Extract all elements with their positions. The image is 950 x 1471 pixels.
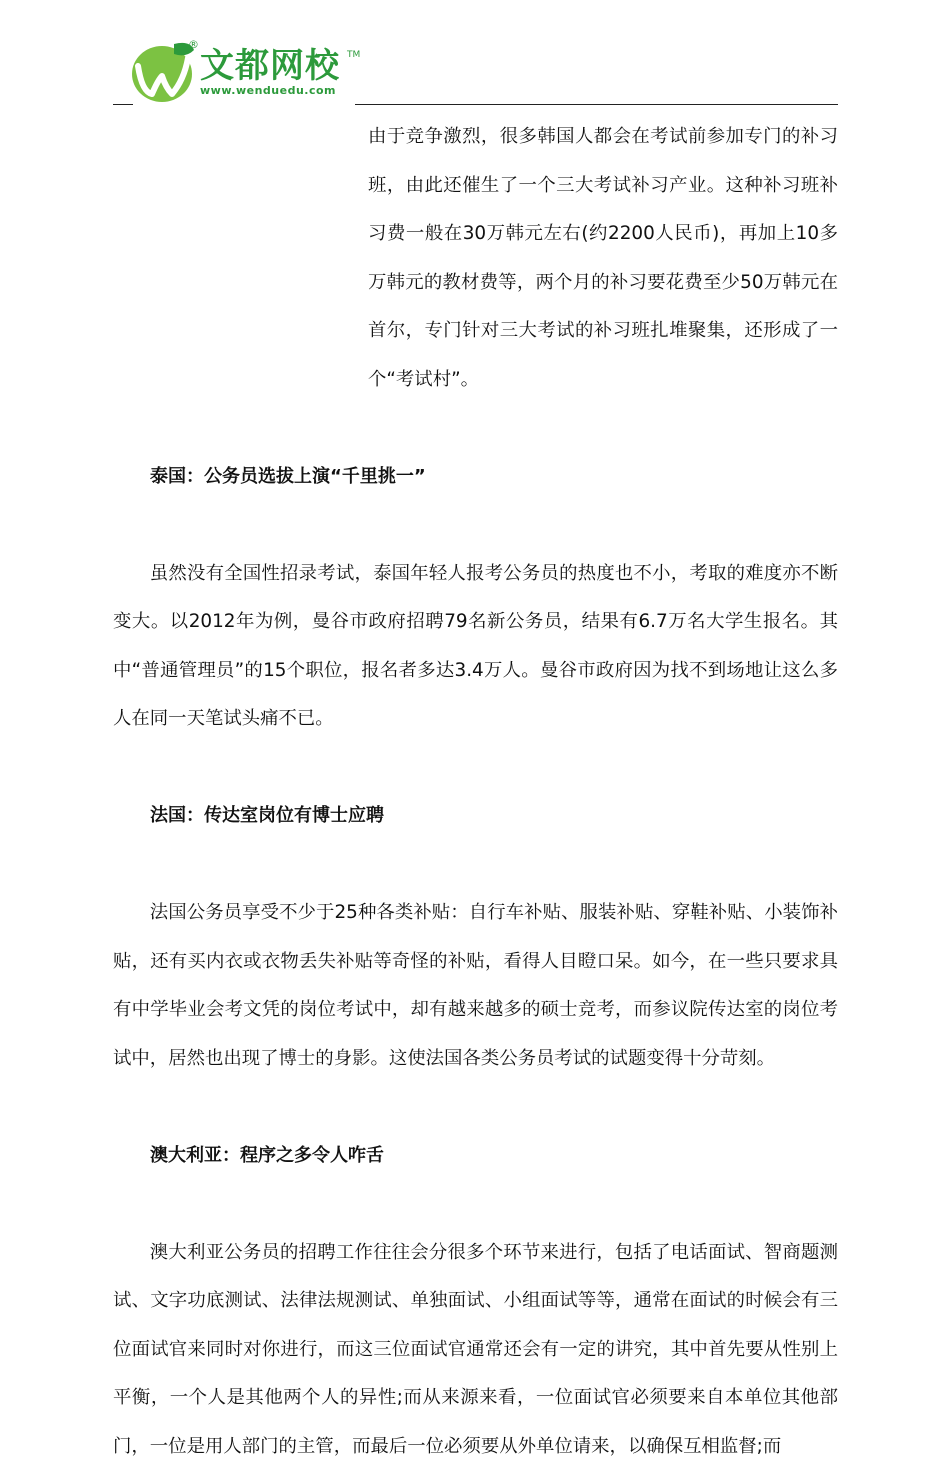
brand-url: www.wenduedu.com — [200, 84, 336, 97]
heading-france: 法国：传达室岗位有博士应聘 — [113, 792, 838, 841]
brand-name: 文都网校 — [200, 48, 340, 84]
header-rule-right — [355, 104, 838, 105]
paragraph-korea: 由于竞争激烈，很多韩国人都会在考试前参加专门的补习班，由此还催生了一个三大考试补习产业。这种补习班补习费一般在30万韩元左右(约2200人民币)，再加上10多万韩元的教材费等，两个月的补习要花费至少50万韩元在首尔，专门针对三大考试的补习班扎堆聚集，还形成了一个“考试村”。 — [113, 113, 838, 404]
heading-australia: 澳大利亚：程序之多令人咋舌 — [113, 1132, 838, 1181]
article-body — [113, 113, 838, 1471]
trademark-mark: TM — [347, 50, 360, 60]
heading-thailand: 泰国：公务员选拔上演“千里挑一” — [113, 453, 838, 502]
spacer — [113, 404, 838, 453]
wendu-logo[interactable] — [128, 36, 368, 106]
spacer — [113, 1083, 838, 1132]
spacer — [113, 744, 838, 793]
registered-mark: ® — [188, 38, 199, 51]
page-header — [0, 0, 950, 110]
spacer — [113, 501, 838, 550]
paragraph-france: 法国公务员享受不少于25种各类补贴：自行车补贴、服装补贴、穿鞋补贴、小装饰补贴，还有买内衣或衣物丢失补贴等奇怪的补贴，看得人目瞪口呆。如今，在一些只要求具有中学毕业会考文凭的岗位考试中，却有越来越多的硕士竞考，而参议院传达室的岗位考试中，居然也出现了博士的身影。这使法国各类公务员考试的试题变得十分苛刻。 — [113, 889, 838, 1083]
paragraph-thailand: 虽然没有全国性招录考试，泰国年轻人报考公务员的热度也不小，考取的难度亦不断变大。以2012年为例，曼谷市政府招聘79名新公务员，结果有6.7万名大学生报名。其中“普通管理员”的15个职位，报名者多达3.4万人。曼谷市政府因为找不到场地让这么多人在同一天笔试头痛不已。 — [113, 550, 838, 744]
header-rule-left — [113, 104, 133, 105]
spacer — [113, 841, 838, 890]
spacer — [113, 1180, 838, 1229]
paragraph-australia: 澳大利亚公务员的招聘工作往往会分很多个环节来进行，包括了电话面试、智商题测试、文字功底测试、法律法规测试、单独面试、小组面试等等，通常在面试的时候会有三位面试官来同时对你进行，而这三位面试官通常还会有一定的讲究，其中首先要从性别上平衡，一个人是其他两个人的异性;而从来源来看，一位面试官必须要来自本单位其他部门，一位是用人部门的主管，而最后一位必须要从外单位请来，以确保互相监督;而 — [113, 1229, 838, 1471]
